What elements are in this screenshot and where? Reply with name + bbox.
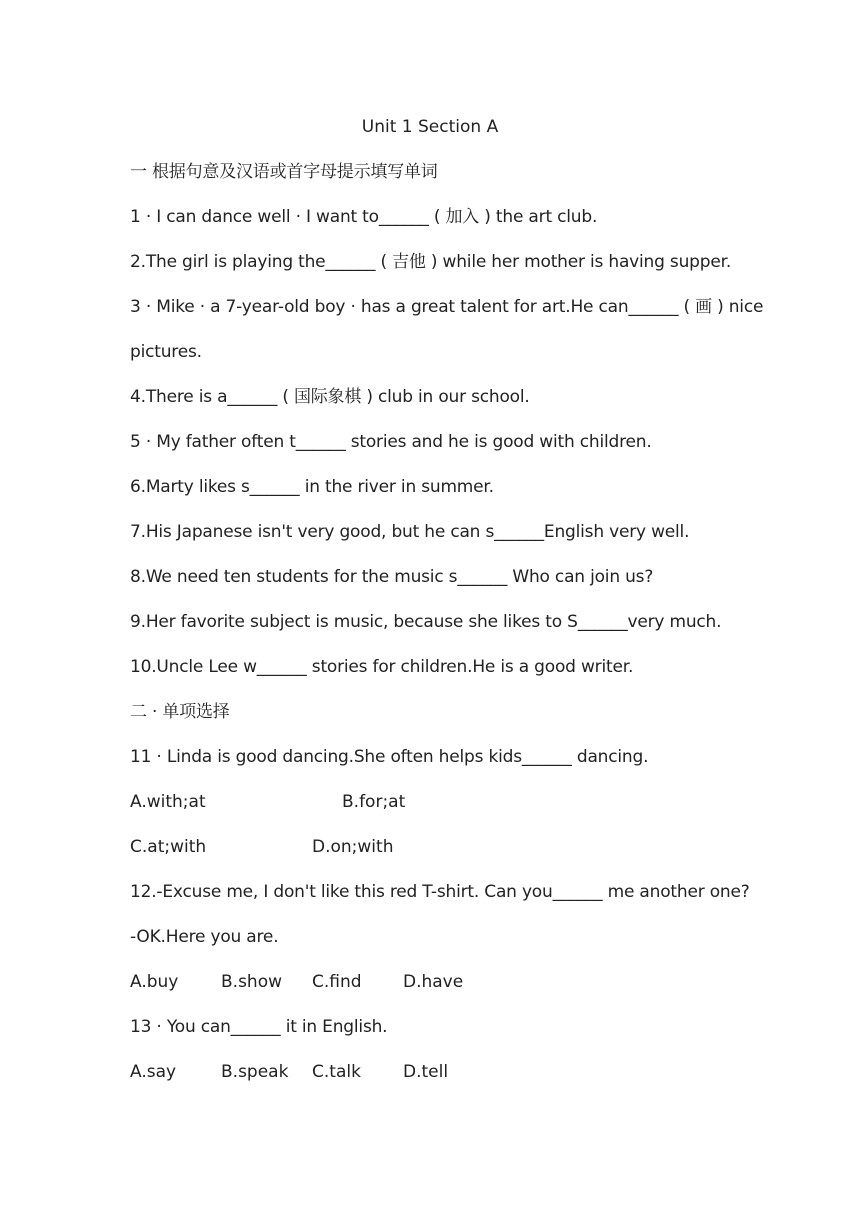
- section-heading-multiple-choice: 二 · 单项选择: [130, 702, 230, 722]
- question-stem: 11 · Linda is good dancing.She often helps kids______ dancing.: [130, 747, 649, 767]
- option-row: [130, 971, 730, 993]
- question-item: 1 · I can dance well · I want to______ ( 加入 ) the art club.: [130, 207, 598, 227]
- option-a: A.buy: [130, 972, 179, 992]
- question-item: 10.Uncle Lee w______ stories for children.He is a good writer.: [130, 657, 634, 677]
- option-b: B.for;at: [342, 792, 406, 812]
- option-row: [130, 791, 730, 813]
- question-item: 4.There is a______ ( 国际象棋 ) club in our school.: [130, 387, 530, 407]
- question-item-continued: pictures.: [130, 342, 202, 362]
- question-item: 6.Marty likes s______ in the river in summer.: [130, 477, 494, 497]
- option-d: D.tell: [403, 1062, 449, 1082]
- question-stem: 13 · You can______ it in English.: [130, 1017, 388, 1037]
- option-b: B.show: [221, 972, 283, 992]
- question-item: 7.His Japanese isn't very good, but he can s______English very well.: [130, 522, 690, 542]
- option-b: B.speak: [221, 1062, 289, 1082]
- question-item: 5 · My father often t______ stories and he is good with children.: [130, 432, 652, 452]
- option-c: C.find: [312, 972, 362, 992]
- question-item: 8.We need ten students for the music s______ Who can join us?: [130, 567, 654, 587]
- option-row: [130, 1061, 730, 1083]
- question-stem: 12.-Excuse me, I don't like this red T-shirt. Can you______ me another one?: [130, 882, 750, 902]
- section-heading-fill-in: 一 根据句意及汉语或首字母提示填写单词: [130, 162, 438, 182]
- question-item: 9.Her favorite subject is music, because she likes to S______very much.: [130, 612, 722, 632]
- question-item: 2.The girl is playing the______ ( 吉他 ) while her mother is having supper.: [130, 252, 732, 272]
- option-a: A.say: [130, 1062, 177, 1082]
- question-stem-continued: -OK.Here you are.: [130, 927, 279, 947]
- question-item: 3 · Mike · a 7-year-old boy · has a great talent for art.He can______ ( 画 ) nice: [130, 297, 764, 317]
- option-d: D.on;with: [312, 837, 394, 857]
- option-row: [130, 836, 730, 858]
- option-c: C.talk: [312, 1062, 361, 1082]
- option-a: A.with;at: [130, 792, 206, 812]
- option-d: D.have: [403, 972, 464, 992]
- option-c: C.at;with: [130, 837, 207, 857]
- page-title: Unit 1 Section A: [361, 117, 499, 137]
